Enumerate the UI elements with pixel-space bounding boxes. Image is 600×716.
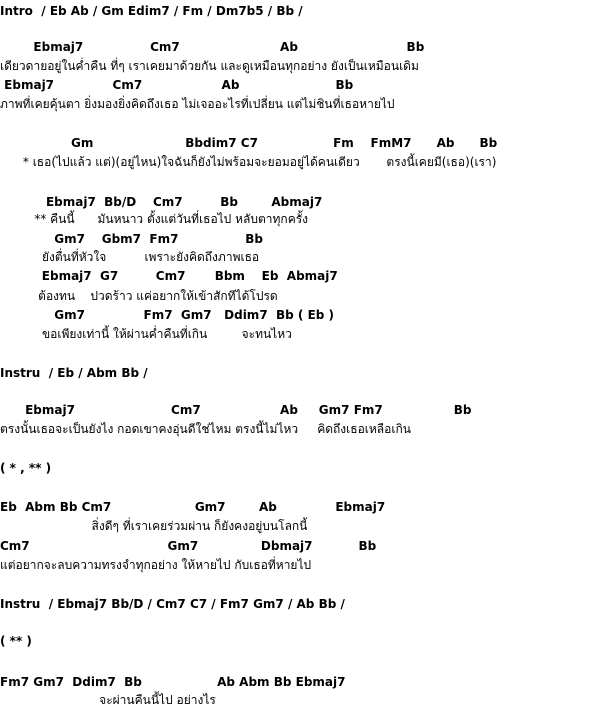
bridge-chords-2: Gm7 Gbm7 Fm7 Bb (0, 232, 264, 246)
verse1-lyric-1: เดียวดายอยู่ในค่ำคืน ที่ๆ เราเคยมาด้วยกัน และดูเหมือนทุกอย่าง ยังเป็นเหมือนเดิม (0, 59, 419, 73)
verse1-chords-1: Ebmaj7 Cm7 Ab Bb (0, 40, 425, 54)
chorus-lyric: * เธอ(ไปแล้ว แต่)(อยู่ไหน)ใจฉันก็ยังไม่พร้อมจะยอมอยู่ได้คนเดียว ตรงนี้เคยมี(เธอ)(เรา) (0, 155, 497, 169)
repeat-marker-1: ( * , ** ) (0, 461, 52, 475)
intro-line: Intro / Eb Ab / Gm Edim7 / Fm / Dm7b5 / Bb / (0, 4, 303, 18)
outro-verse-lyric-1: สิ่งดีๆ ที่เราเคยร่วมผ่าน ก็ยังคงอยู่บนโลกนี้ (0, 519, 308, 533)
instru-line-2: Instru / Ebmaj7 Bb/D / Cm7 C7 / Fm7 Gm7 / Ab Bb / (0, 597, 345, 611)
bridge-chords-1: Ebmaj7 Bb/D Cm7 Bb Abmaj7 (0, 195, 323, 209)
verse2-lyric: ตรงนั้นเธอจะเป็นยังไง กอดเขาคงอุ่นดีใช่ไหม ตรงนี้ไม่ไหว คิดถึงเธอเหลือเกิน (0, 422, 411, 436)
outro-verse-chords-1: Eb Abm Bb Cm7 Gm7 Ab Ebmaj7 (0, 500, 386, 514)
verse1-chords-2: Ebmaj7 Cm7 Ab Bb (0, 78, 354, 92)
ending-lyric: จะผ่านคืนนี้ไป อย่างไร (0, 693, 216, 707)
repeat-marker-2: ( ** ) (0, 634, 32, 648)
outro-verse-chords-2: Cm7 Gm7 Dbmaj7 Bb (0, 539, 377, 553)
chorus-chords: Gm Bbdim7 C7 Fm FmM7 Ab Bb (0, 136, 498, 150)
bridge-lyric-1: ** คืนนี้ มันหนาว ตั้งแต่วันที่เธอไป หลับตาทุกครั้ง (0, 212, 309, 226)
outro-verse-lyric-2: แต่อยากจะลบความทรงจำทุกอย่าง ให้หายไป กับเธอที่หายไป (0, 558, 312, 572)
verse2-chords: Ebmaj7 Cm7 Ab Gm7 Fm7 Bb (0, 403, 472, 417)
ending-chords: Fm7 Gm7 Ddim7 Bb Ab Abm Bb Ebmaj7 (0, 675, 346, 689)
bridge-lyric-3: ต้องทน ปวดร้าว แค่อยากให้เข้าสักทีได้โปรด (0, 289, 278, 303)
bridge-chords-3: Ebmaj7 G7 Cm7 Bbm Eb Abmaj7 (0, 269, 338, 283)
bridge-lyric-4: ขอเพียงเท่านี้ ให้ผ่านค่ำคืนที่เกิน จะทนไหว (0, 327, 292, 341)
instru-line-1: Instru / Eb / Abm Bb / (0, 366, 148, 380)
bridge-chords-4: Gm7 Fm7 Gm7 Ddim7 Bb ( Eb ) (0, 308, 335, 322)
verse1-lyric-2: ภาพที่เคยคุ้นตา ยิ่งมองยิ่งคิดถึงเธอ ไม่เจออะไรที่เปลี่ยน แต่ไม่ชินที่เธอหายไป (0, 97, 395, 111)
bridge-lyric-2: ยังตื่นที่หัวใจ เพราะยังคิดถึงภาพเธอ (0, 250, 260, 264)
